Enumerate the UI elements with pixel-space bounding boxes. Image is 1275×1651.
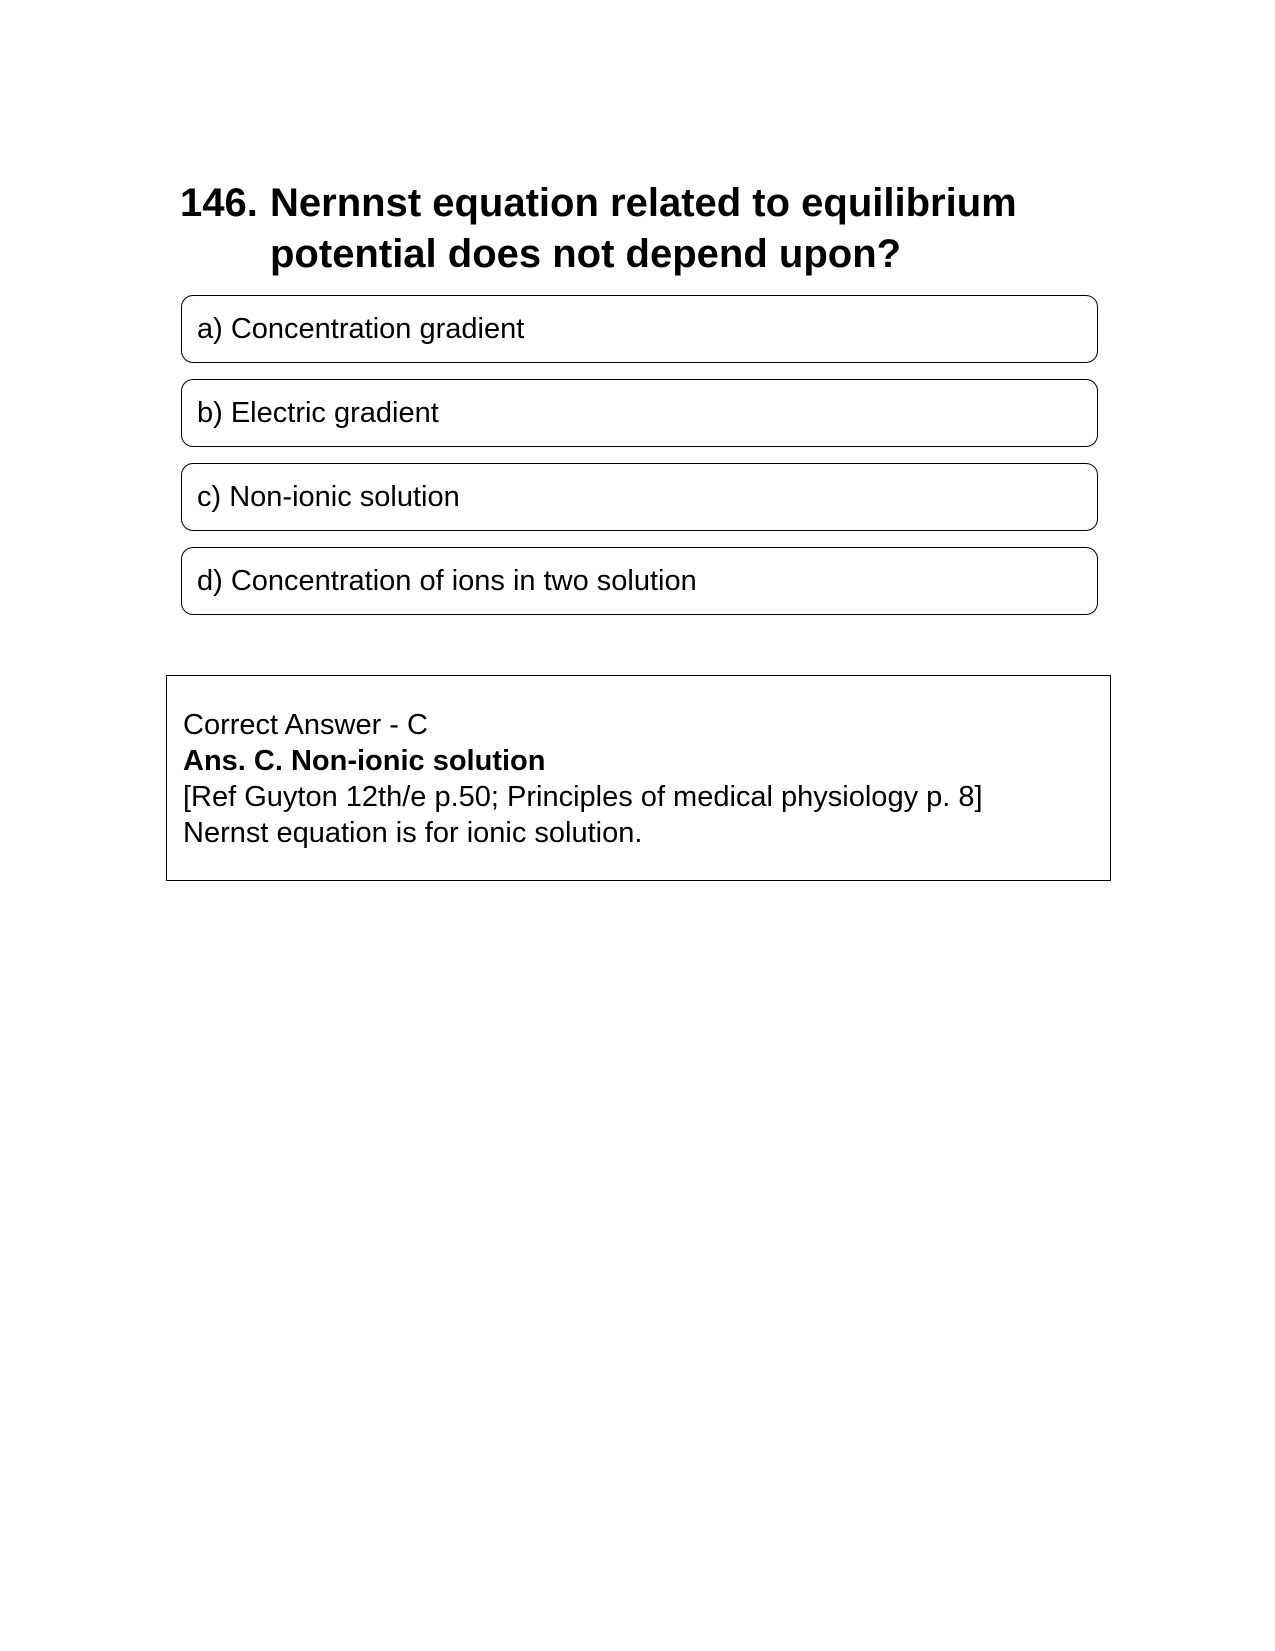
option-c-label: c) Non-ionic solution (197, 480, 460, 513)
correct-answer-line: Correct Answer - C (183, 709, 428, 741)
answer-options (181, 295, 1098, 631)
option-a[interactable] (181, 295, 1098, 363)
answer-reference: [Ref Guyton 12th/e p.50; Principles of medical physiology p. 8] (183, 781, 983, 813)
answer-explanation-box (166, 675, 1111, 881)
answer-title: Ans. C. Non-ionic solution (183, 745, 546, 777)
option-b[interactable] (181, 379, 1098, 447)
option-b-label: b) Electric gradient (197, 396, 439, 429)
option-d[interactable] (181, 547, 1098, 615)
answer-explanation: Nernst equation is for ionic solution. (183, 817, 643, 849)
question-number: 146. (180, 181, 258, 225)
option-c[interactable] (181, 463, 1098, 531)
option-a-label: a) Concentration gradient (197, 312, 525, 345)
question-heading (180, 178, 1100, 280)
question-text: Nernnst equation related to equilibrium potential does not depend upon? (270, 181, 1017, 276)
option-d-label: d) Concentration of ions in two solution (197, 564, 697, 597)
